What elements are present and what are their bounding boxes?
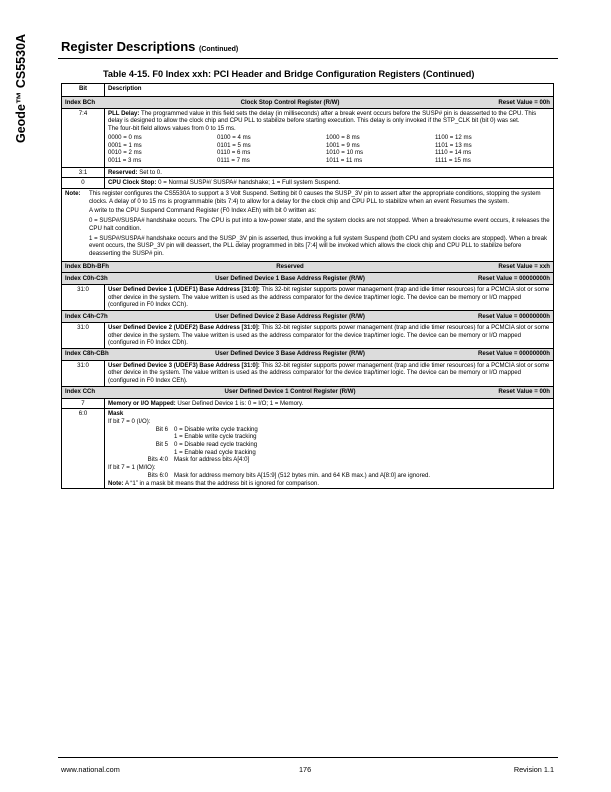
pll-value: 0000 = 0 ms bbox=[108, 133, 142, 141]
description-cell bbox=[105, 167, 554, 178]
field-text: This 32-bit register supports power management (trap and idle timer resources) for a PCMCIA slot or some other device in the system. The value written is used as the address comparator for the device trap/timer logic. The device can be memory or I/O mapped (configured in F0 Index CDh). bbox=[108, 323, 550, 347]
mask-grid-io bbox=[108, 426, 550, 465]
section-header-c8h bbox=[62, 348, 554, 360]
pll-value: 0001 = 1 ms bbox=[108, 141, 142, 149]
note-paragraph: This register configures the CS5530A to support a 3 Volt Suspend. Setting bit 0 causes the SUSP_3V pin to assert after the appropriate conditions, stopping the system clocks. A delay of 0 to 15 ms is programmable (bits 7:4) to allow for a delay for the clock chip and CPU PLL to stabilize when an event Resumes the system. bbox=[89, 190, 541, 205]
pll-value: 1101 = 13 ms bbox=[435, 141, 472, 149]
mask-bit-text: 0 = Disable read cycle tracking bbox=[174, 441, 258, 449]
note-paragraph: 1 = SUSP#/SUSPA# handshake occurs and the SUSP_3V pin is asserted, thus invoking a full system Suspend (both CPU and system clocks are stopped). When a break event occurs, the SUSP_3V pin will deassert, the PLL delay programmed in bits [7:4] will be invoked which allows the clock chip and CPU PLL to stabilize before deasserting the SUSP# pin. bbox=[89, 234, 548, 257]
pll-value: 1111 = 15 ms bbox=[435, 156, 471, 164]
mask-bit-label: Bits 6:0 bbox=[147, 471, 168, 479]
page-heading bbox=[61, 39, 238, 54]
table-row bbox=[62, 322, 554, 348]
field-text: 0 = Normal SUSP#/ SUSPA# handshake; 1 = Full system Suspend. bbox=[158, 179, 341, 187]
description-cell bbox=[105, 285, 554, 311]
field-name: CPU Clock Stop: bbox=[108, 179, 157, 187]
field-subtext: The four-bit field allows values from 0 to 15 ms. bbox=[108, 125, 236, 133]
section-reset: Reset Value = 00000000h bbox=[478, 350, 550, 358]
table-row bbox=[62, 178, 554, 189]
pll-value: 1000 = 8 ms bbox=[326, 133, 360, 141]
pll-value: 0111 = 7 ms bbox=[217, 156, 250, 164]
table-row bbox=[62, 398, 554, 409]
section-reset: Reset Value = xxh bbox=[498, 263, 550, 271]
pll-value: 0100 = 4 ms bbox=[217, 133, 251, 141]
note-text: A “1” in a mask bit means that the address bit is ignored for comparison. bbox=[124, 479, 320, 487]
mask-condition: If bit 7 = 1 (M/IO): bbox=[108, 464, 156, 472]
field-name: Reserved: bbox=[108, 168, 138, 176]
field-name: User Defined Device 3 (UDEF3) Base Address [31:0]: bbox=[108, 361, 260, 369]
bit-cell: 31:0 bbox=[62, 322, 105, 348]
footer-page-number: 176 bbox=[299, 765, 312, 774]
mask-grid-mio bbox=[108, 472, 550, 480]
bit-cell: 3:1 bbox=[62, 167, 105, 178]
pll-values-grid bbox=[108, 134, 550, 165]
field-text: The programmed value in this field sets the delay (in milliseconds) after a break event occurs before the SUSP# pin is deasserted to the CPU. This delay is designed to allow the clock chip and CPU PLL to stabilize before starting execution. This delay is only invoked if the STP_CLK bit (bit 0) was set. bbox=[108, 109, 537, 125]
mask-bit-text: 1 = Enable write cycle tracking bbox=[174, 433, 257, 441]
pll-value: 1100 = 12 ms bbox=[435, 133, 472, 141]
description-column-header: Description bbox=[105, 84, 554, 97]
section-reset: Reset Value = 00h bbox=[498, 98, 550, 106]
field-name: Mask bbox=[108, 410, 124, 418]
note-label: Note: bbox=[108, 479, 124, 487]
section-index: Index C0h-C3h bbox=[65, 274, 108, 282]
section-header-bch bbox=[62, 97, 554, 109]
section-index: Index BDh-BFh bbox=[65, 263, 110, 271]
bit-cell: 31:0 bbox=[62, 285, 105, 311]
description-cell bbox=[105, 108, 554, 167]
mask-bit-text: 1 = Enable read cycle tracking bbox=[174, 448, 256, 456]
mask-bit-label: Bit 5 bbox=[155, 441, 168, 449]
header-rule bbox=[58, 58, 558, 59]
footer-revision: Revision 1.1 bbox=[513, 765, 554, 774]
bit-column-header: Bit bbox=[62, 84, 105, 97]
table-row bbox=[62, 360, 554, 386]
field-name: User Defined Device 2 (UDEF2) Base Address [31:0]: bbox=[108, 323, 260, 331]
description-cell bbox=[105, 398, 554, 409]
pll-value: 1001 = 9 ms bbox=[326, 141, 360, 149]
mask-bit-text: 0 = Disable write cycle tracking bbox=[174, 425, 258, 433]
pll-value: 1010 = 10 ms bbox=[326, 149, 364, 157]
section-header-bdh bbox=[62, 261, 554, 273]
pll-value: 0110 = 6 ms bbox=[217, 149, 251, 157]
section-title: User Defined Device 1 Control Register (R/W) bbox=[224, 388, 356, 396]
side-title: Geode™ CS5530A bbox=[14, 33, 28, 143]
table-row bbox=[62, 167, 554, 178]
note-paragraph: A write to the CPU Suspend Command Register (F0 Index AEh) with bit 0 written as: bbox=[89, 207, 317, 215]
pll-value: 0101 = 5 ms bbox=[217, 141, 251, 149]
section-title: Clock Stop Control Register (R/W) bbox=[240, 98, 340, 106]
note-row bbox=[62, 189, 554, 262]
section-index: Index BCh bbox=[65, 98, 96, 106]
description-cell bbox=[105, 322, 554, 348]
field-text: User Defined Device 1 is: 0 = I/O; 1 = Memory. bbox=[177, 399, 304, 407]
note-paragraph: 0 = SUSP#/SUSPA# handshake occurs. The CPU is put into a low-power state, and the system clocks are not stopped. When a break/resume event occurs, it releases the CPU halt condition. bbox=[89, 217, 550, 232]
table-row bbox=[62, 285, 554, 311]
table-row bbox=[62, 108, 554, 167]
field-name: PLL Delay: bbox=[108, 109, 140, 117]
table-header-row bbox=[62, 84, 554, 97]
section-title: User Defined Device 1 Base Address Register (R/W) bbox=[215, 274, 365, 282]
bit-cell: 31:0 bbox=[62, 360, 105, 386]
field-text: Set to 0. bbox=[139, 168, 162, 176]
mask-condition: If bit 7 = 0 (I/O): bbox=[108, 417, 151, 425]
heading-continued: (Continued) bbox=[199, 46, 239, 53]
section-title: User Defined Device 2 Base Address Register (R/W) bbox=[215, 312, 365, 320]
pll-value: 0010 = 2 ms bbox=[108, 149, 142, 157]
section-header-cch bbox=[62, 386, 554, 398]
table-caption: Table 4-15. F0 Index xxh: PCI Header and Bridge Configuration Registers (Continued) bbox=[103, 69, 475, 79]
section-index: Index C4h-C7h bbox=[65, 312, 108, 320]
heading-title: Register Descriptions bbox=[61, 39, 196, 54]
mask-bit-label: Bits 4:0 bbox=[147, 456, 168, 464]
pll-value: 0011 = 3 ms bbox=[108, 156, 142, 164]
mask-bit-label: Bit 6 bbox=[155, 425, 168, 433]
register-table bbox=[61, 83, 554, 489]
field-text: This 32-bit register supports power management (trap and idle timer resources) for a PCMCIA slot or some other device in the system. The value written is used as the address comparator for the device trap/timer logic. The device can be memory or I/O mapped (configured in F0 Index CEh). bbox=[108, 361, 550, 385]
section-reset: Reset Value = 00000000h bbox=[478, 274, 550, 282]
note-cell bbox=[62, 189, 554, 262]
footer-rule bbox=[58, 757, 558, 758]
section-reset: Reset Value = 00000000h bbox=[478, 312, 550, 320]
table-row bbox=[62, 409, 554, 489]
field-name: User Defined Device 1 (UDEF1) Base Address [31:0]: bbox=[108, 286, 260, 294]
pll-value: 1011 = 11 ms bbox=[326, 156, 363, 164]
section-index: Index C8h-CBh bbox=[65, 350, 109, 358]
bit-cell: 6:0 bbox=[62, 409, 105, 489]
description-cell bbox=[105, 360, 554, 386]
section-reset: Reset Value = 00h bbox=[498, 388, 550, 396]
section-title: User Defined Device 3 Base Address Register (R/W) bbox=[215, 350, 365, 358]
section-index: Index CCh bbox=[65, 388, 96, 396]
footer-website: www.national.com bbox=[61, 765, 120, 774]
mask-bit-text: Mask for address memory bits A[15:9] (512 bytes min. and 64 KB max.) and A[8:0] are ignored. bbox=[174, 471, 431, 479]
pll-value: 1110 = 14 ms bbox=[435, 149, 472, 157]
section-header-c4h bbox=[62, 311, 554, 323]
field-name: Memory or I/O Mapped: bbox=[108, 399, 176, 407]
mask-bit-text: Mask for address bits A[4:0] bbox=[174, 456, 250, 464]
section-header-c0h bbox=[62, 273, 554, 285]
bit-cell: 7 bbox=[62, 398, 105, 409]
bit-cell: 7:4 bbox=[62, 108, 105, 167]
description-cell bbox=[105, 409, 554, 489]
section-title: Reserved bbox=[276, 263, 304, 271]
description-cell bbox=[105, 178, 554, 189]
field-text: This 32-bit register supports power management (trap and idle timer resources) for a PCMCIA slot or some other device in the system. The value written is used as the address comparator for the device trap/timer logic. The device can be memory or I/O mapped (configured in F0 Index CCh). bbox=[108, 286, 550, 309]
note-label: Note: bbox=[65, 190, 81, 198]
bit-cell: 0 bbox=[62, 178, 105, 189]
